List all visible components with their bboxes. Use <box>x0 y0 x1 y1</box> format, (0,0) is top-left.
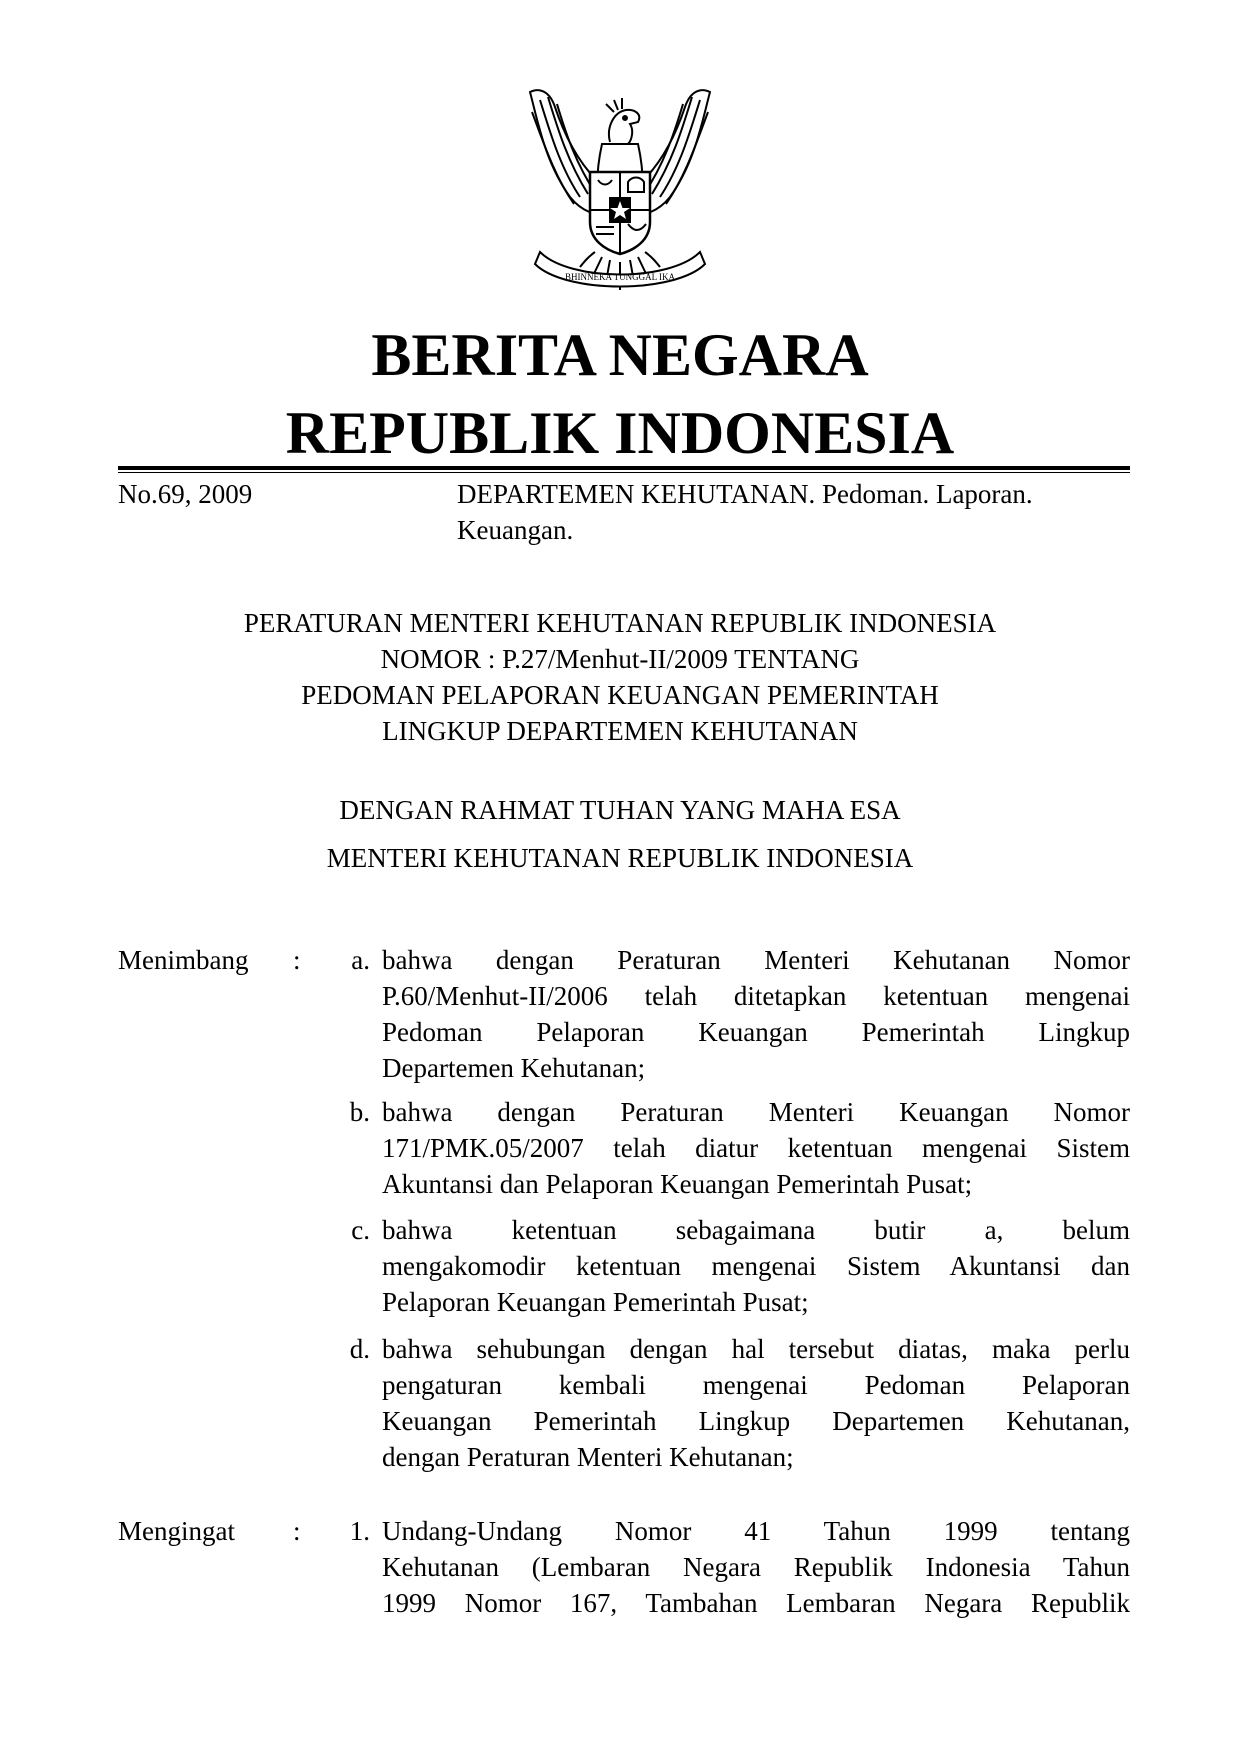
mengingat-item-1-line: Kehutanan (Lembaran Negara Republik Indonesia Tahun <box>382 1552 1130 1582</box>
gazette-title-line1: BERITA NEGARA <box>371 322 869 388</box>
gazette-number: No.69, 2009 <box>118 479 253 509</box>
emblem-motto: BHINNEKA TUNGGAL IKA <box>565 272 675 282</box>
menimbang-marker-b: b. <box>349 1097 370 1127</box>
mengingat-item-1-line: Undang-Undang Nomor 41 Tahun 1999 tentang <box>382 1516 1130 1546</box>
menimbang-item-a-line: Pedoman Pelaporan Keuangan Pemerintah Lingkup <box>382 1017 1130 1047</box>
menimbang-item-d-line: pengaturan kembali mengenai Pedoman Pelaporan <box>382 1370 1130 1400</box>
garuda-emblem-icon <box>510 82 730 300</box>
mengingat-item-1 <box>382 1513 1130 1621</box>
menimbang-item-c-line: mengakomodir ketentuan mengenai Sistem Akuntansi dan <box>382 1251 1130 1281</box>
menimbang-item-b-line: Akuntansi dan Pelaporan Keuangan Pemerintah Pusat; <box>382 1169 973 1199</box>
department-subject-line2: Keuangan. <box>457 515 574 545</box>
menimbang-item-b <box>382 1094 1130 1202</box>
menimbang-item-d-line: dengan Peraturan Menteri Kehutanan; <box>382 1442 794 1472</box>
menimbang-item-a-line: P.60/Menhut-II/2006 telah ditetapkan ketentuan mengenai <box>382 981 1130 1011</box>
mengingat-marker-1: 1. <box>349 1516 370 1546</box>
mengingat-colon: : <box>293 1516 301 1546</box>
menimbang-colon: : <box>293 945 301 975</box>
regulation-line2: NOMOR : P.27/Menhut-II/2009 TENTANG <box>380 644 860 674</box>
department-subject-line1: DEPARTEMEN KEHUTANAN. Pedoman. Laporan. <box>457 479 1033 509</box>
menimbang-item-c-line: bahwa ketentuan sebagaimana butir a, belum <box>382 1215 1130 1245</box>
menimbang-item-c <box>382 1212 1130 1320</box>
menimbang-item-d <box>382 1331 1130 1475</box>
menimbang-marker-c: c. <box>351 1215 370 1245</box>
menimbang-item-c-line: Pelaporan Keuangan Pemerintah Pusat; <box>382 1287 809 1317</box>
regulation-line4: LINGKUP DEPARTEMEN KEHUTANAN <box>382 716 858 746</box>
menimbang-item-a-line: bahwa dengan Peraturan Menteri Kehutanan Nomor <box>382 945 1130 975</box>
preamble-line1: DENGAN RAHMAT TUHAN YANG MAHA ESA <box>339 795 901 825</box>
department-subject <box>457 476 1130 548</box>
menimbang-marker-d: d. <box>349 1334 370 1364</box>
menimbang-item-d-line: Keuangan Pemerintah Lingkup Departemen Kehutanan, <box>382 1406 1130 1436</box>
regulation-line3: PEDOMAN PELAPORAN KEUANGAN PEMERINTAH <box>301 680 939 710</box>
mengingat-item-1-line: 1999 Nomor 167, Tambahan Lembaran Negara Republik <box>382 1588 1130 1618</box>
menimbang-item-a <box>382 942 1130 1086</box>
menimbang-item-b-line: 171/PMK.05/2007 telah diatur ketentuan mengenai Sistem <box>382 1133 1130 1163</box>
header-rule-thin <box>118 472 1130 473</box>
menimbang-item-d-line: bahwa sehubungan dengan hal tersebut diatas, maka perlu <box>382 1334 1130 1364</box>
menimbang-item-b-line: bahwa dengan Peraturan Menteri Keuangan Nomor <box>382 1097 1130 1127</box>
regulation-heading <box>0 605 1240 749</box>
mengingat-label: Mengingat <box>118 1516 235 1546</box>
regulation-line1: PERATURAN MENTERI KEHUTANAN REPUBLIK INDONESIA <box>243 608 997 638</box>
header-rule-thick <box>118 466 1130 470</box>
menimbang-marker-a: a. <box>351 945 370 975</box>
gazette-title-line2: REPUBLIK INDONESIA <box>285 400 955 466</box>
menimbang-item-a-line: Departemen Kehutanan; <box>382 1053 646 1083</box>
preamble <box>0 792 1240 876</box>
preamble-line2: MENTERI KEHUTANAN REPUBLIK INDONESIA <box>326 843 914 873</box>
menimbang-label: Menimbang <box>118 945 249 975</box>
